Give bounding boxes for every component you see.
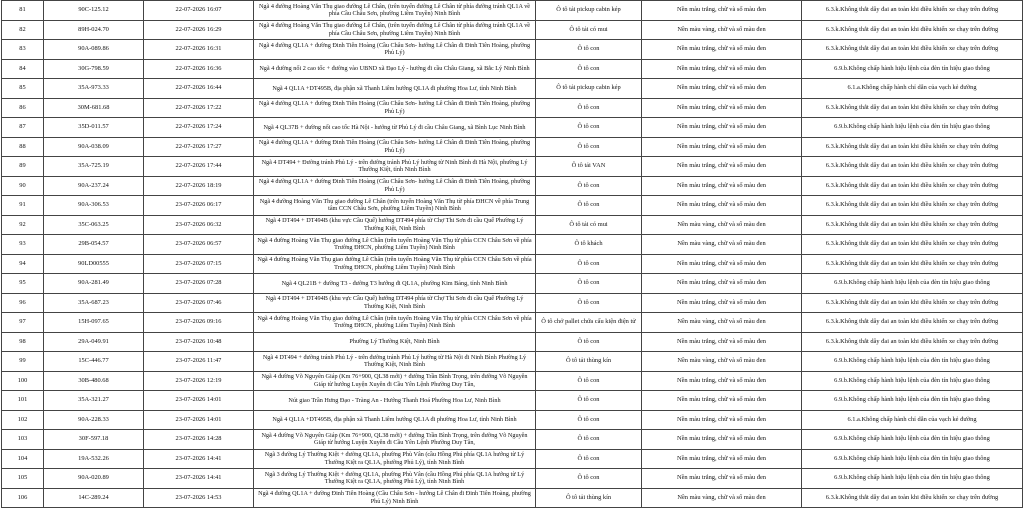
plate-number-cell: 35C-063.25 (44, 215, 144, 235)
vehicle-type-cell: Ô tô con (536, 118, 642, 138)
row-number-cell: 81 (2, 1, 44, 21)
violation-cell: 6.3.k.Không thắt dây đai an toàn khi điều khiển xe chạy trên đường (802, 313, 1023, 333)
plate-number-cell: 35A-725.19 (44, 157, 144, 177)
vehicle-type-cell: Ô tô khách (536, 235, 642, 255)
violation-cell: 6.3.k.Không thắt dây đai an toàn khi điều khiển xe chạy trên đường (802, 488, 1023, 508)
vehicle-type-cell: Ô tô chở pallet chứa cấu kiện điện tử (536, 313, 642, 333)
violation-time-cell: 23-07-2026 14:41 (144, 449, 254, 469)
violation-cell: 6.9.b.Không chấp hành hiệu lệnh của đèn tín hiệu giao thông (802, 352, 1023, 372)
vehicle-type-cell: Ô tô con (536, 196, 642, 216)
row-number-cell: 94 (2, 254, 44, 274)
violation-time-cell: 22-07-2026 16:29 (144, 20, 254, 40)
vehicle-type-cell: Ô tô con (536, 469, 642, 489)
table-row (2, 79, 1023, 99)
plate-number-cell: 35A-687.23 (44, 293, 144, 313)
plate-number-cell: 90A-089.86 (44, 40, 144, 60)
plate-color-cell: Nền màu trắng, chữ và số màu đen (642, 449, 802, 469)
location-cell: Ngã 4 QL37B + đường nối cao tốc Hà Nội - hướng từ Phủ Lý đi cầu Châu Giang, xã Bình Lục Ninh Bình (254, 118, 536, 138)
plate-color-cell: Nền màu trắng, chữ và số màu đen (642, 293, 802, 313)
vehicle-type-cell: Ô tô con (536, 391, 642, 411)
location-cell: Ngã 4 đường QL1A + đường Đinh Tiên Hoàng (Cầu Châu Sơn- hướng Lê Chân đi Đinh Tiên Hoàng, phường Phủ Lý) (254, 40, 536, 60)
plate-color-cell: Nền màu trắng, chữ và số màu đen (642, 40, 802, 60)
table-row (2, 176, 1023, 196)
vehicle-type-cell: Ô tô con (536, 274, 642, 294)
row-number-cell: 82 (2, 20, 44, 40)
plate-number-cell: 90C-125.12 (44, 1, 144, 21)
row-number-cell: 99 (2, 352, 44, 372)
vehicle-type-cell: Ô tô con (536, 293, 642, 313)
plate-number-cell: 30G-798.59 (44, 59, 144, 79)
violation-time-cell: 23-07-2026 12:19 (144, 371, 254, 391)
plate-number-cell: 89H-024.70 (44, 20, 144, 40)
table-row (2, 20, 1023, 40)
plate-color-cell: Nền màu trắng, chữ và số màu đen (642, 157, 802, 177)
location-cell: Ngã 4 đường Võ Nguyên Giáp (Km 76+900, QL38 mới) + đường Trần Bình Trọng, trên đường Võ Nguyên Giáp từ hướng Luyện Xuyên đi Cầu Yên Lệnh Phường Duy Tân, (254, 371, 536, 391)
table-row (2, 332, 1023, 352)
violation-time-cell: 23-07-2026 14:01 (144, 391, 254, 411)
row-number-cell: 100 (2, 371, 44, 391)
row-number-cell: 86 (2, 98, 44, 118)
vehicle-type-cell: Ô tô tải thùng kín (536, 352, 642, 372)
location-cell: Ngã 4 QL21B + đường T3 - đường T3 hướng đi QL1A, phường Kim Bảng, tỉnh Ninh Bình (254, 274, 536, 294)
plate-color-cell: Nền màu trắng, chữ và số màu đen (642, 469, 802, 489)
table-row (2, 391, 1023, 411)
table-row (2, 274, 1023, 294)
row-number-cell: 101 (2, 391, 44, 411)
table-row (2, 313, 1023, 333)
violation-cell: 6.3.k.Không thắt dây đai an toàn khi điều khiển xe chạy trên đường (802, 235, 1023, 255)
violation-cell: 6.1.a.Không chấp hành chỉ dẫn của vạch kẻ đường (802, 410, 1023, 430)
plate-number-cell: 19A-532.26 (44, 449, 144, 469)
plate-number-cell: 29A-049.91 (44, 332, 144, 352)
violation-cell: 6.3.k.Không thắt dây đai an toàn khi điều khiển xe chạy trên đường (802, 157, 1023, 177)
vehicle-type-cell: Ô tô con (536, 332, 642, 352)
location-cell: Ngã 3 đường Lý Thường Kiệt + đường QL1A, phường Phù Vân (cầu Hồng Phú phía QL1A hướng từ Lý Thường Kiệt ra QL1A, phường Phủ Lý), tỉnh Ninh Bình (254, 449, 536, 469)
plate-number-cell: 90A-228.33 (44, 410, 144, 430)
violation-cell: 6.1.a.Không chấp hành chỉ dẫn của vạch kẻ đường (802, 79, 1023, 99)
location-cell: Ngã 4 DT494 + DT494B (khu vực Cầu Quế) hướng DT494 phía từ Chợ Thi Sơn đi cầu Quế Phường Lý Thường Kiệt, Ninh Bình (254, 215, 536, 235)
violation-time-cell: 22-07-2026 18:19 (144, 176, 254, 196)
table-row (2, 59, 1023, 79)
row-number-cell: 105 (2, 469, 44, 489)
violation-time-cell: 23-07-2026 07:28 (144, 274, 254, 294)
plate-color-cell: Nền màu vàng, chữ và số màu đen (642, 313, 802, 333)
violation-time-cell: 23-07-2026 06:32 (144, 215, 254, 235)
violation-cell: 6.3.k.Không thắt dây đai an toàn khi điều khiển xe chạy trên đường (802, 254, 1023, 274)
plate-color-cell: Nền màu trắng, chữ và số màu đen (642, 254, 802, 274)
row-number-cell: 90 (2, 176, 44, 196)
plate-color-cell: Nền màu trắng, chữ và số màu đen (642, 410, 802, 430)
violation-time-cell: 23-07-2026 11:47 (144, 352, 254, 372)
location-cell: Ngã 4 đường QL1A + đường Đinh Tiên Hoàng (Cầu Châu Sơn- hướng Lê Chân đi Đinh Tiên Hoàng, phường Phủ Lý) (254, 98, 536, 118)
table-row (2, 235, 1023, 255)
violation-cell: 6.9.b.Không chấp hành hiệu lệnh của đèn tín hiệu giao thông (802, 371, 1023, 391)
violation-cell: 6.3.k.Không thắt dây đai an toàn khi điều khiển xe chạy trên đường (802, 20, 1023, 40)
location-cell: Ngã 4 đường Hoàng Văn Thụ giao đường Lê Chân, (trên tuyến đường Lê Chân từ phía đường tránh QL1A về phía Cầu Châu Sơn, phường Liêm Tuyền) Ninh Bình (254, 1, 536, 21)
violation-cell: 6.9.b.Không chấp hành hiệu lệnh của đèn tín hiệu giao thông (802, 118, 1023, 138)
violation-cell: 6.3.k.Không thắt dây đai an toàn khi điều khiển xe chạy trên đường (802, 40, 1023, 60)
violations-table-body (2, 1, 1023, 508)
violation-cell: 6.3.k.Không thắt dây đai an toàn khi điều khiển xe chạy trên đường (802, 137, 1023, 157)
vehicle-type-cell: Ô tô con (536, 98, 642, 118)
location-cell: Ngã 4 DT494 + đường tránh Phủ Lý - trên đường tránh Phủ Lý hướng từ Hà Nội đi Ninh Bình Phường Lý Thường Kiệt, Ninh Bình (254, 352, 536, 372)
plate-number-cell: 35A-973.33 (44, 79, 144, 99)
row-number-cell: 88 (2, 137, 44, 157)
violation-cell: 6.3.k.Không thắt dây đai an toàn khi điều khiển xe chạy trên đường (802, 176, 1023, 196)
table-row (2, 215, 1023, 235)
vehicle-type-cell: Ô tô tải thùng kín (536, 488, 642, 508)
location-cell: Ngã 4 đường nối 2 cao tốc + đường vào UBND xã Đạo Lý - hướng đi cầu Châu Giang, xã Bắc Lý Ninh Bình (254, 59, 536, 79)
violation-time-cell: 23-07-2026 07:15 (144, 254, 254, 274)
location-cell: Ngã 4 đường Võ Nguyên Giáp (Km 76+900, QL38 mới) + đường Trần Bình Trọng, trên đường Võ Nguyên Giáp từ hướng Luyện Xuyên đi Cầu Yên Lệnh Phường Duy Tân, (254, 430, 536, 450)
row-number-cell: 98 (2, 332, 44, 352)
plate-color-cell: Nền màu trắng, chữ và số màu đen (642, 118, 802, 138)
violation-time-cell: 22-07-2026 16:07 (144, 1, 254, 21)
table-row (2, 157, 1023, 177)
violation-time-cell: 22-07-2026 16:31 (144, 40, 254, 60)
violation-time-cell: 22-07-2026 17:22 (144, 98, 254, 118)
vehicle-type-cell: Ô tô tải VAN (536, 157, 642, 177)
location-cell: Ngã 4 đường Hoàng Văn Thụ giao đường Lê Chân (trên tuyến Hoàng Văn Thụ từ phía CCN Châu Sơn về phía Trường ĐHCN, phường Liêm Tuyền) Ninh Bình (254, 254, 536, 274)
violation-cell: 6.3.k.Không thắt dây đai an toàn khi điều khiển xe chạy trên đường (802, 332, 1023, 352)
row-number-cell: 95 (2, 274, 44, 294)
violation-cell: 6.3.k.Không thắt dây đai an toàn khi điều khiển xe chạy trên đường (802, 293, 1023, 313)
row-number-cell: 84 (2, 59, 44, 79)
vehicle-type-cell: Ô tô con (536, 176, 642, 196)
plate-color-cell: Nền màu trắng, chữ và số màu đen (642, 1, 802, 21)
violation-cell: 6.3.k.Không thắt dây đai an toàn khi điều khiển xe chạy trên đường (802, 215, 1023, 235)
violation-time-cell: 23-07-2026 14:28 (144, 430, 254, 450)
violation-time-cell: 23-07-2026 14:53 (144, 488, 254, 508)
vehicle-type-cell: Ô tô con (536, 254, 642, 274)
plate-color-cell: Nền màu trắng, chữ và số màu đen (642, 332, 802, 352)
table-row (2, 40, 1023, 60)
plate-color-cell: Nền màu trắng, chữ và số màu đen (642, 59, 802, 79)
plate-color-cell: Nền màu trắng, chữ và số màu đen (642, 371, 802, 391)
plate-number-cell: 30F-597.18 (44, 430, 144, 450)
location-cell: Ngã 4 đường Hoàng Văn Thụ giao đường Lê Chân (trên tuyến Hoàng Văn Thụ từ phía CCN Châu Sơn về phía Trường ĐHCN, phường Liêm Tuyền) Ninh Bình (254, 313, 536, 333)
plate-number-cell: 90LD00555 (44, 254, 144, 274)
violation-time-cell: 22-07-2026 17:24 (144, 118, 254, 138)
row-number-cell: 92 (2, 215, 44, 235)
row-number-cell: 91 (2, 196, 44, 216)
violation-time-cell: 22-07-2026 16:36 (144, 59, 254, 79)
location-cell: Ngã 4 đường Hoàng Văn Thụ giao đường Lê Chân, (trên tuyến đường Lê Chân từ phía đường tránh QL1A về phía Cầu Châu Sơn, phường Liêm Tuyền) Ninh Bình (254, 20, 536, 40)
location-cell: Ngã 4 DT494 + DT494B (khu vực Cầu Quế) hướng DT494 phía từ Chợ Thi Sơn đi cầu Quế Phường Lý Thường Kiệt, Ninh Bình (254, 293, 536, 313)
violation-cell: 6.9.b.Không chấp hành hiệu lệnh của đèn tín hiệu giao thông (802, 430, 1023, 450)
violation-cell: 6.9.b.Không chấp hành hiệu lệnh của đèn tín hiệu giao thông (802, 469, 1023, 489)
plate-color-cell: Nền màu trắng, chữ và số màu đen (642, 391, 802, 411)
violation-time-cell: 23-07-2026 14:01 (144, 410, 254, 430)
row-number-cell: 85 (2, 79, 44, 99)
vehicle-type-cell: Ô tô con (536, 137, 642, 157)
vehicle-type-cell: Ô tô con (536, 40, 642, 60)
table-row (2, 371, 1023, 391)
violation-time-cell: 23-07-2026 06:57 (144, 235, 254, 255)
table-row (2, 98, 1023, 118)
violation-time-cell: 23-07-2026 07:46 (144, 293, 254, 313)
plate-color-cell: Nền màu trắng, chữ và số màu đen (642, 274, 802, 294)
row-number-cell: 83 (2, 40, 44, 60)
plate-color-cell: Nền màu trắng, chữ và số màu đen (642, 137, 802, 157)
vehicle-type-cell: Ô tô con (536, 410, 642, 430)
table-row (2, 1, 1023, 21)
location-cell: Ngã 4 đường Hoàng Văn Thụ giao đường Lê Chân (trên tuyến Hoàng Văn Thụ từ phía ĐHCN về phía Trung tâm CCN Châu Sơn, phường Liêm Tuyền) Ninh Bình (254, 196, 536, 216)
plate-color-cell: Nền màu vàng, chữ và số màu đen (642, 235, 802, 255)
violation-time-cell: 23-07-2026 10:48 (144, 332, 254, 352)
plate-number-cell: 30M-681.68 (44, 98, 144, 118)
vehicle-type-cell: Ô tô con (536, 449, 642, 469)
row-number-cell: 97 (2, 313, 44, 333)
plate-number-cell: 14C-289.24 (44, 488, 144, 508)
plate-number-cell: 90A-237.24 (44, 176, 144, 196)
plate-color-cell: Nền màu trắng, chữ và số màu đen (642, 176, 802, 196)
plate-color-cell: Nền màu vàng, chữ và số màu đen (642, 215, 802, 235)
table-row (2, 118, 1023, 138)
location-cell: Ngã 4 đường QL1A + đường Đinh Tiên Hoàng (Cầu Châu Sơn- hướng Lê Chân đi Đinh Tiên Hoàng, phường Phủ Lý) (254, 137, 536, 157)
table-row (2, 488, 1023, 508)
location-cell: Ngã 3 đường Lý Thường Kiệt + đường QL1A, phường Phù Vân (cầu Hồng Phú phía QL1A hướng từ Lý Thường Kiệt ra QL1A, phường Phủ Lý), tỉnh Ninh Bình (254, 469, 536, 489)
row-number-cell: 106 (2, 488, 44, 508)
plate-number-cell: 29B-054.57 (44, 235, 144, 255)
violation-cell: 6.9.b.Không chấp hành hiệu lệnh của đèn tín hiệu giao thông (802, 391, 1023, 411)
row-number-cell: 93 (2, 235, 44, 255)
row-number-cell: 104 (2, 449, 44, 469)
plate-color-cell: Nền màu vàng, chữ và số màu đen (642, 352, 802, 372)
plate-number-cell: 15C-446.77 (44, 352, 144, 372)
vehicle-type-cell: Ô tô con (536, 371, 642, 391)
table-row (2, 137, 1023, 157)
location-cell: Ngã 4 đường QL1A + đường Đinh Tiên Hoàng (Cầu Châu Sơn- hướng Lê Chân đi Đinh Tiên Hoàng, phường Phủ Lý) (254, 176, 536, 196)
location-cell: Ngã 4 DT494 + Đường tránh Phủ Lý - trên đường tránh Phủ Lý hướng từ Ninh Bình đi Hà Nội, phường Lý Thường Kiệt, tỉnh Ninh Bình (254, 157, 536, 177)
plate-number-cell: 90A-306.53 (44, 196, 144, 216)
vehicle-type-cell: Ô tô con (536, 59, 642, 79)
location-cell: Ngã 4 QL1A +DT495B, địa phận xã Thanh Liêm hướng QL1A đi phường Hoa Lư, tỉnh Ninh Bình (254, 410, 536, 430)
plate-number-cell: 90A-281.49 (44, 274, 144, 294)
vehicle-type-cell: Ô tô tải có mui (536, 20, 642, 40)
location-cell: Nút giao Trần Hưng Đạo - Tràng An - Hướng Thanh Hoá Phường Hoa Lư, Ninh Bình (254, 391, 536, 411)
row-number-cell: 103 (2, 430, 44, 450)
violation-cell: 6.9.b.Không chấp hành hiệu lệnh của đèn tín hiệu giao thông (802, 59, 1023, 79)
violation-cell: 6.3.k.Không thắt dây đai an toàn khi điều khiển xe chạy trên đường (802, 1, 1023, 21)
plate-color-cell: Nền màu trắng, chữ và số màu đen (642, 98, 802, 118)
table-row (2, 196, 1023, 216)
violation-time-cell: 23-07-2026 06:17 (144, 196, 254, 216)
plate-number-cell: 35D-011.57 (44, 118, 144, 138)
violation-cell: 6.3.k.Không thắt dây đai an toàn khi điều khiển xe chạy trên đường (802, 196, 1023, 216)
plate-number-cell: 90A-020.89 (44, 469, 144, 489)
row-number-cell: 96 (2, 293, 44, 313)
violation-time-cell: 23-07-2026 14:41 (144, 469, 254, 489)
plate-number-cell: 15H-097.65 (44, 313, 144, 333)
violation-cell: 6.9.b.Không chấp hành hiệu lệnh của đèn tín hiệu giao thông (802, 274, 1023, 294)
plate-color-cell: Nền màu trắng, chữ và số màu đen (642, 196, 802, 216)
row-number-cell: 89 (2, 157, 44, 177)
plate-color-cell: Nền màu vàng, chữ và số màu đen (642, 488, 802, 508)
table-row (2, 430, 1023, 450)
row-number-cell: 87 (2, 118, 44, 138)
violation-cell: 6.3.k.Không thắt dây đai an toàn khi điều khiển xe chạy trên đường (802, 98, 1023, 118)
table-row (2, 254, 1023, 274)
location-cell: Ngã 4 đường QL1A + đường Đinh Tiên Hoàng (Cầu Châu Sơn - hướng Lê Chân đi Đinh Tiên Hoàng, phường Phủ Lý) Ninh Bình (254, 488, 536, 508)
plate-color-cell: Nền màu vàng, chữ và số màu đen (642, 20, 802, 40)
location-cell: Ngã 4 đường Hoàng Văn Thụ giao đường Lê Chân (trên tuyến Hoàng Văn Thụ từ phía CCN Châu Sơn về phía Trường ĐHCN, phường Liêm Tuyền) Ninh Bình (254, 235, 536, 255)
plate-color-cell: Nền màu trắng, chữ và số màu đen (642, 430, 802, 450)
violation-cell: 6.9.b.Không chấp hành hiệu lệnh của đèn tín hiệu giao thông (802, 449, 1023, 469)
table-row (2, 449, 1023, 469)
vehicle-type-cell: Ô tô tải pickup cabin kép (536, 79, 642, 99)
plate-number-cell: 30B-480.68 (44, 371, 144, 391)
vehicle-type-cell: Ô tô tải có mui (536, 215, 642, 235)
row-number-cell: 102 (2, 410, 44, 430)
plate-color-cell: Nền màu trắng, chữ và số màu đen (642, 79, 802, 99)
table-row (2, 469, 1023, 489)
plate-number-cell: 35A-321.27 (44, 391, 144, 411)
violation-time-cell: 23-07-2026 09:16 (144, 313, 254, 333)
table-row (2, 293, 1023, 313)
violation-time-cell: 22-07-2026 17:27 (144, 137, 254, 157)
violation-time-cell: 22-07-2026 17:44 (144, 157, 254, 177)
violation-time-cell: 22-07-2026 16:44 (144, 79, 254, 99)
table-row (2, 352, 1023, 372)
plate-number-cell: 90A-038.09 (44, 137, 144, 157)
violations-table (1, 0, 1023, 508)
location-cell: Phường Lý Thường Kiệt, Ninh Bình (254, 332, 536, 352)
location-cell: Ngã 4 QL1A +DT495B, địa phận xã Thanh Liêm hướng QL1A đi phường Hoa Lư, tỉnh Ninh Bình (254, 79, 536, 99)
vehicle-type-cell: Ô tô tải pickup cabin kép (536, 1, 642, 21)
table-row (2, 410, 1023, 430)
vehicle-type-cell: Ô tô con (536, 430, 642, 450)
